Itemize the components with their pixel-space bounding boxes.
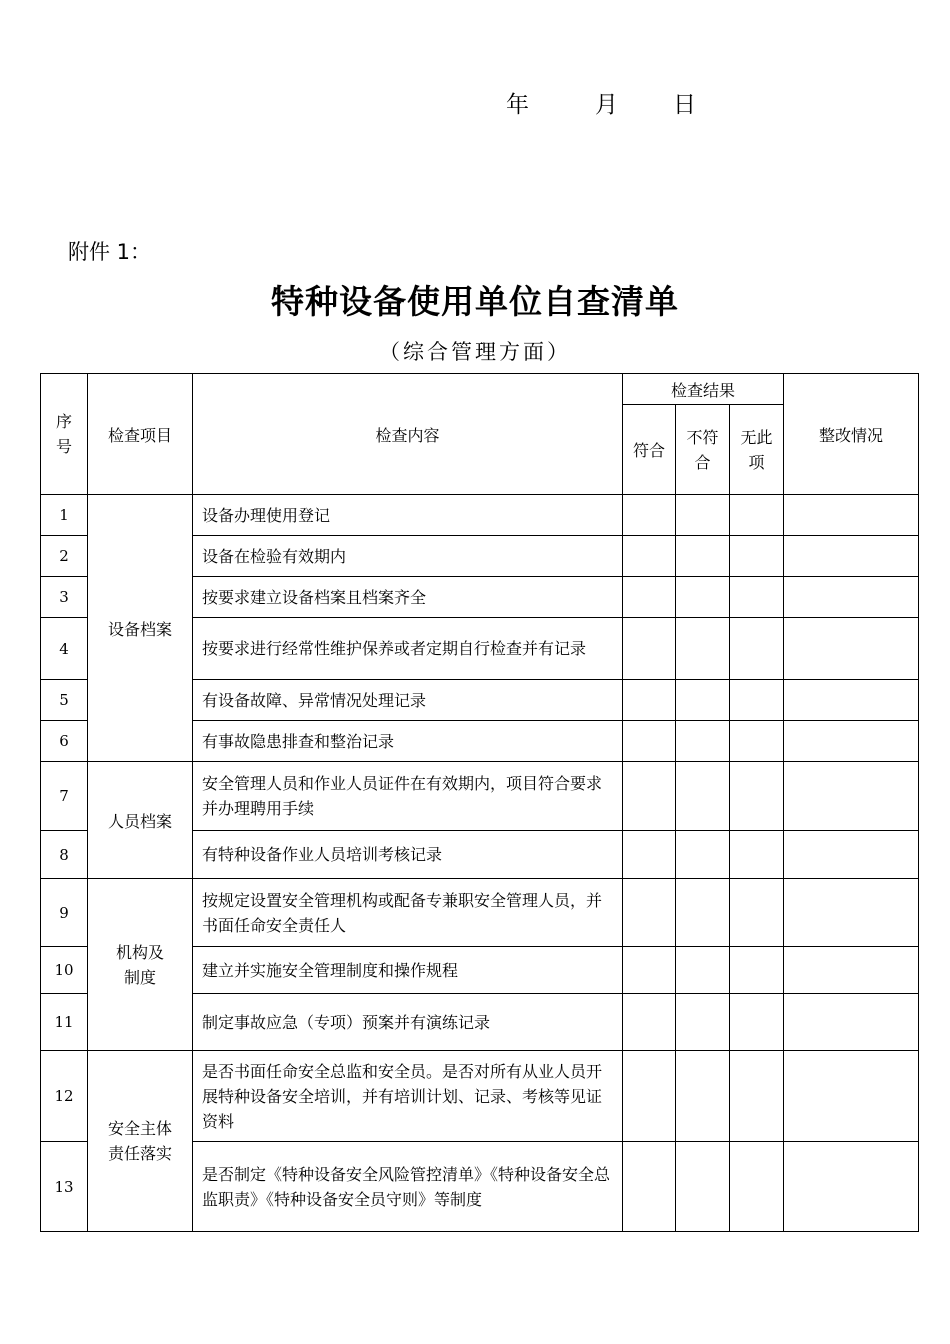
row-number: 9 [41,879,88,947]
conform-cell[interactable] [623,721,676,762]
rectify-cell[interactable] [784,577,919,618]
rectify-cell[interactable] [784,618,919,680]
rectify-cell[interactable] [784,495,919,536]
row-content: 设备办理使用登记 [193,495,623,536]
table-row [41,495,919,536]
date-month-label: 月 [595,92,618,118]
row-content: 按要求建立设备档案且档案齐全 [193,577,623,618]
group-label: 设备档案 [88,495,193,762]
date-year-label: 年 [506,92,529,118]
conform-cell[interactable] [623,618,676,680]
conform-cell[interactable] [623,1051,676,1142]
na-cell[interactable] [730,721,784,762]
conform-cell[interactable] [623,536,676,577]
row-content: 按规定设置安全管理机构或配备专兼职安全管理人员，并书面任命安全责任人 [193,879,623,947]
row-number: 2 [41,536,88,577]
group-label: 人员档案 [88,762,193,879]
row-number: 13 [41,1142,88,1232]
row-content: 是否书面任命安全总监和安全员。是否对所有从业人员开展特种设备安全培训，并有培训计划、记录、考核等见证资料 [193,1051,623,1142]
rectify-cell[interactable] [784,680,919,721]
na-cell[interactable] [730,536,784,577]
row-number: 12 [41,1051,88,1142]
rectify-cell[interactable] [784,994,919,1051]
nonconform-cell[interactable] [676,994,730,1051]
row-number: 8 [41,831,88,879]
conform-cell[interactable] [623,831,676,879]
group-label: 机构及制度 [88,879,193,1051]
row-number: 4 [41,618,88,680]
na-cell[interactable] [730,577,784,618]
row-content: 按要求进行经常性维护保养或者定期自行检查并有记录 [193,618,623,680]
rectify-cell[interactable] [784,721,919,762]
na-cell[interactable] [730,618,784,680]
na-cell[interactable] [730,680,784,721]
nonconform-cell[interactable] [676,618,730,680]
nonconform-cell[interactable] [676,577,730,618]
na-cell[interactable] [730,1051,784,1142]
row-content: 是否制定《特种设备安全风险管控清单》《特种设备安全总监职责》《特种设备安全员守则》等制度 [193,1142,623,1232]
row-content: 有事故隐患排查和整治记录 [193,721,623,762]
rectify-cell[interactable] [784,1142,919,1232]
row-content: 有特种设备作业人员培训考核记录 [193,831,623,879]
table-row [41,1051,919,1142]
conform-cell[interactable] [623,947,676,994]
row-number: 1 [41,495,88,536]
na-cell[interactable] [730,879,784,947]
na-cell[interactable] [730,947,784,994]
rectify-cell[interactable] [784,879,919,947]
header-item: 检查项目 [88,374,193,495]
conform-cell[interactable] [623,879,676,947]
conform-cell[interactable] [623,762,676,831]
na-cell[interactable] [730,831,784,879]
nonconform-cell[interactable] [676,1051,730,1142]
row-content: 安全管理人员和作业人员证件在有效期内，项目符合要求并办理聘用手续 [193,762,623,831]
conform-cell[interactable] [623,577,676,618]
header-result: 检查结果 [623,374,784,405]
row-content: 建立并实施安全管理制度和操作规程 [193,947,623,994]
header-rectify: 整改情况 [784,374,919,495]
nonconform-cell[interactable] [676,1142,730,1232]
date-day-label: 日 [673,92,696,118]
checklist-table [40,373,919,1232]
attachment-label: 附件 1： [68,240,152,264]
rectify-cell[interactable] [784,831,919,879]
nonconform-cell[interactable] [676,831,730,879]
header-seq: 序号 [41,374,88,495]
header-content: 检查内容 [193,374,623,495]
nonconform-cell[interactable] [676,721,730,762]
conform-cell[interactable] [623,680,676,721]
nonconform-cell[interactable] [676,947,730,994]
row-content: 有设备故障、异常情况处理记录 [193,680,623,721]
row-number: 5 [41,680,88,721]
row-number: 10 [41,947,88,994]
nonconform-cell[interactable] [676,536,730,577]
conform-cell[interactable] [623,1142,676,1232]
group-label: 安全主体责任落实 [88,1051,193,1232]
page-title: 特种设备使用单位自查清单 [271,282,679,321]
nonconform-cell[interactable] [676,762,730,831]
nonconform-cell[interactable] [676,680,730,721]
table-row [41,762,919,831]
rectify-cell[interactable] [784,762,919,831]
na-cell[interactable] [730,762,784,831]
page-subtitle: （综合管理方面） [379,340,571,364]
nonconform-cell[interactable] [676,879,730,947]
conform-cell[interactable] [623,994,676,1051]
rectify-cell[interactable] [784,1051,919,1142]
header-nonconform: 不符合 [676,405,730,495]
row-number: 7 [41,762,88,831]
header-na: 无此项 [730,405,784,495]
na-cell[interactable] [730,1142,784,1232]
nonconform-cell[interactable] [676,495,730,536]
row-number: 6 [41,721,88,762]
na-cell[interactable] [730,495,784,536]
row-number: 11 [41,994,88,1051]
conform-cell[interactable] [623,495,676,536]
na-cell[interactable] [730,994,784,1051]
header-conform: 符合 [623,405,676,495]
table-row [41,879,919,947]
rectify-cell[interactable] [784,947,919,994]
rectify-cell[interactable] [784,536,919,577]
row-content: 设备在检验有效期内 [193,536,623,577]
row-content: 制定事故应急（专项）预案并有演练记录 [193,994,623,1051]
row-number: 3 [41,577,88,618]
